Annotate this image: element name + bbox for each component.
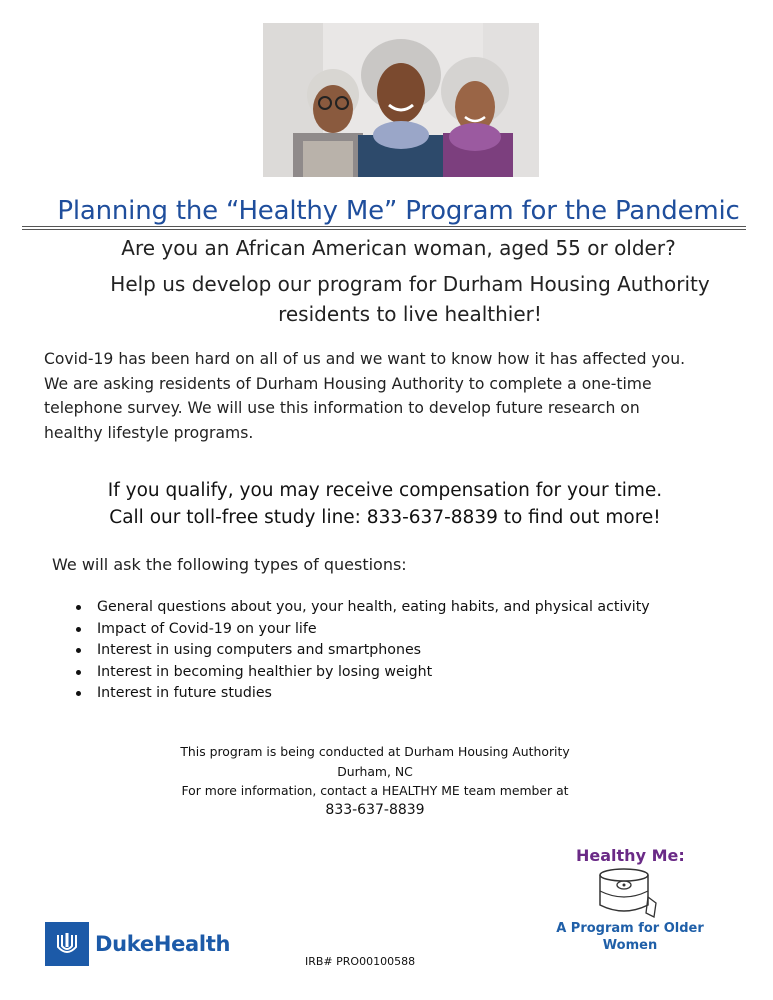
- help-line-1: Help us develop our program for Durham Housing Authority: [110, 272, 710, 296]
- title-divider-bottom: [22, 229, 746, 230]
- irb-number: IRB# PRO00100588: [305, 955, 416, 968]
- duke-health-logo: [45, 922, 230, 966]
- list-item: Interest in using computers and smartphones: [72, 640, 650, 662]
- list-item: Impact of Covid-19 on your life: [72, 619, 650, 641]
- footer-line-2: Durham, NC: [337, 763, 413, 779]
- healthy-me-logo-subtitle: A Program for Older Women: [556, 921, 704, 953]
- list-item: Interest in future studies: [72, 683, 650, 705]
- paragraph-line-4: healthy lifestyle programs.: [44, 423, 254, 442]
- duke-shield-icon: [45, 922, 89, 966]
- paragraph-line-2: We are asking residents of Durham Housing Authority to complete a one-time: [44, 374, 652, 393]
- duke-chapel-icon: [52, 929, 82, 959]
- contact-footer: [150, 742, 600, 820]
- hero-photo: [263, 23, 539, 177]
- footer-line-1: This program is being conducted at Durham Housing Authority: [180, 744, 570, 759]
- measuring-tape-icon: [596, 867, 658, 923]
- healthy-me-logo-title: Healthy Me:: [576, 846, 685, 865]
- contact-phone: 833-637-8839: [325, 801, 425, 818]
- page-title: Planning the “Healthy Me” Program for the Pandemic: [57, 196, 740, 226]
- help-statement: [60, 269, 760, 329]
- paragraph-line-1: Covid-19 has been hard on all of us and we want to know how it has affected you.: [44, 350, 686, 368]
- list-item: Interest in becoming healthier by losing weight: [72, 662, 650, 684]
- intro-paragraph: [44, 347, 744, 445]
- compensation-callout: [40, 477, 730, 531]
- footer-line-3: For more information, contact a HEALTHY ME team member at: [181, 783, 569, 798]
- questions-intro: We will ask the following types of questions:: [52, 555, 407, 574]
- duke-health-wordmark: DukeHealth: [95, 932, 231, 956]
- qualify-line-1: If you qualify, you may receive compensation for your time.: [107, 480, 663, 501]
- eligibility-question: Are you an African American woman, aged 55 or older?: [121, 236, 676, 260]
- qualify-line-2: Call our toll-free study line: 833-637-8839 to find out more!: [109, 507, 661, 528]
- help-line-2: residents to live healthier!: [278, 302, 542, 326]
- paragraph-line-3: telephone survey. We will use this information to develop future research on: [44, 399, 640, 417]
- title-divider-top: [22, 226, 746, 227]
- list-item: General questions about you, your health, eating habits, and physical activity: [72, 597, 650, 619]
- question-types-list: [72, 597, 650, 705]
- three-women-photo: [263, 23, 539, 177]
